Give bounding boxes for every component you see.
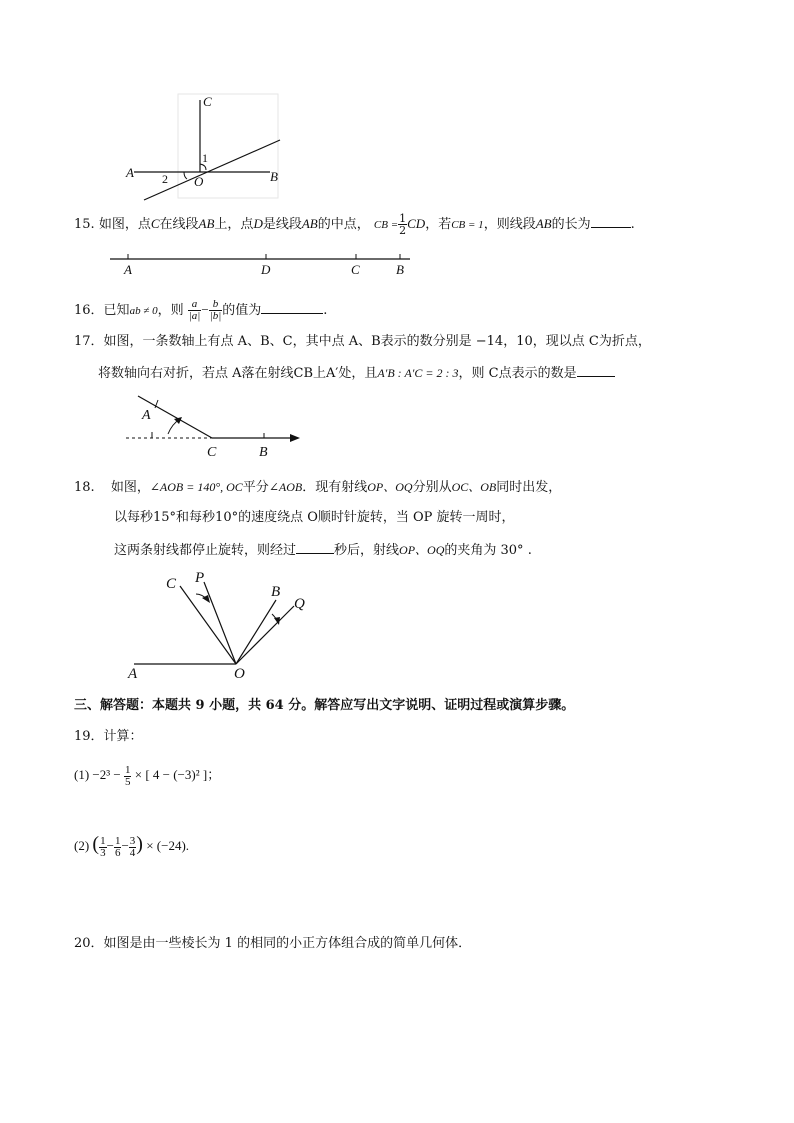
- label-c: C: [203, 94, 212, 109]
- q16-f1-den: |a|: [188, 310, 201, 322]
- q17-line2b: ，则 C点表示的数是: [458, 366, 577, 381]
- figure-17-number-line: [124, 392, 306, 462]
- q19-p2-f3n: 3: [129, 834, 136, 847]
- q15-answer-blank[interactable]: [591, 215, 631, 228]
- q17-ratio: A′B : A′C = 2 : 3: [377, 366, 459, 380]
- q15-text7: ，则线段: [483, 217, 536, 232]
- q19-p2-label: (2): [74, 838, 90, 853]
- q15-text2: 在线段: [159, 217, 199, 232]
- q18-angle: ∠AOB: [268, 480, 303, 494]
- question-15: [74, 213, 635, 236]
- q19-p2-open: (: [92, 833, 100, 855]
- q18-answer-blank[interactable]: [296, 541, 334, 554]
- q15-text3: 上，点: [214, 217, 254, 232]
- section-3-title: 三、解答题：本题共 9 小题，共 64 分。解答应写出文字说明、证明过程或演算步骤。: [74, 698, 575, 713]
- question-18-line3: [114, 541, 532, 559]
- seg-label-c: C: [351, 262, 360, 277]
- label-angle-1: 1: [202, 151, 208, 165]
- figure-14-angle: [120, 92, 290, 202]
- ray-op: [204, 582, 236, 664]
- q16-fraction-a: [188, 299, 202, 322]
- label-a: A: [142, 408, 151, 423]
- q17-line1-text: 如图，一条数轴上有点 A、B、C，其中点 A、B表示的数分别是 −14，10，现以点 C为折点，: [103, 334, 651, 349]
- q19-p2-f1d: 3: [100, 846, 106, 859]
- q16-text2: ，则: [157, 303, 184, 318]
- q18-line1e: 同时出发，: [496, 480, 562, 495]
- q19-p2-f1: [99, 836, 107, 859]
- q15-text6: ，若: [425, 217, 452, 232]
- q19-p2-end: .: [185, 838, 190, 853]
- slant-line: [144, 140, 280, 200]
- q15-number: 15.: [74, 217, 95, 232]
- q15-eq-lhs: CB =: [373, 219, 399, 231]
- q15-text1: 如图，点: [98, 217, 151, 232]
- q19-p2-tail: × (−24): [146, 838, 186, 853]
- q18-end: .: [527, 543, 532, 558]
- label-p: P: [195, 570, 205, 586]
- q19-p1-end: ；: [207, 767, 221, 782]
- seg-label-a: A: [124, 262, 132, 277]
- q15-c: C: [150, 216, 160, 231]
- label-a: A: [128, 666, 138, 680]
- ray-oq: [236, 606, 294, 664]
- label-a: A: [126, 165, 134, 180]
- q19-part-1: [74, 762, 220, 788]
- q15-d: D: [253, 216, 263, 231]
- ray-ob: [236, 600, 276, 664]
- q16-f2-num: b: [209, 299, 223, 311]
- label-angle-2: 2: [162, 172, 168, 186]
- q15-end: .: [630, 217, 635, 232]
- q17-answer-blank[interactable]: [577, 364, 615, 377]
- q19-p2-f3d: 4: [129, 846, 136, 859]
- label-o: O: [234, 666, 245, 680]
- q15-text4: 是线段: [262, 217, 302, 232]
- angle-2-arc: [184, 172, 187, 179]
- q16-number: 16．: [74, 303, 104, 318]
- q18-line1a: 如图，: [110, 480, 150, 495]
- q19-p2-close: ): [136, 833, 143, 855]
- label-q: Q: [294, 596, 305, 612]
- q15-ab: AB: [198, 216, 215, 231]
- q16-text3: 的值为: [222, 303, 262, 318]
- q19-p2-m2: −: [121, 838, 129, 853]
- q17-number: 17．: [74, 334, 104, 349]
- q15-text5: 的中点，: [317, 217, 370, 232]
- q18-line3c: 的夹角为 30°: [444, 543, 524, 558]
- q19-p1-b: × [ 4 − (−3)² ]: [134, 767, 208, 782]
- q19-p2-m1: −: [106, 838, 114, 853]
- figure-15-segment: [108, 250, 418, 280]
- question-17-line2: [98, 364, 615, 382]
- label-c: C: [207, 445, 217, 460]
- q15-cond: CB = 1: [451, 219, 484, 231]
- q16-f1-num: a: [188, 299, 202, 311]
- label-c: C: [166, 576, 177, 592]
- q16-cond: ab ≠ 0: [129, 305, 158, 317]
- q16-fraction-b: [209, 299, 223, 322]
- question-17-line1: [74, 334, 651, 350]
- q18-op2: OP、OQ: [399, 543, 445, 557]
- seg-label-d: D: [261, 262, 271, 277]
- q19-p1-fraction: [124, 765, 132, 788]
- figure-18-rays: [124, 566, 324, 680]
- q15-text8: 的长为: [551, 217, 591, 232]
- q16-end: .: [323, 303, 328, 318]
- q16-f2-den: |b|: [209, 310, 222, 322]
- q18-line3a: 这两条射线都停止旋转，则经过: [114, 543, 297, 558]
- q18-line1c: ．现有射线: [302, 480, 368, 495]
- q15-ab3: AB: [535, 216, 552, 231]
- number-line-arrow: [290, 434, 300, 442]
- label-b: B: [270, 169, 278, 184]
- label-b: B: [271, 584, 281, 600]
- q19-part-2: [74, 831, 189, 859]
- q18-number: 18.: [74, 480, 95, 495]
- q17-line2a: 将数轴向右对折，若点 A落在射线CB上A′处，且: [98, 366, 378, 381]
- q18-line1d: 分别从: [412, 480, 452, 495]
- q19-p1-fd: 5: [124, 775, 131, 788]
- q19-p2-f2n: 1: [114, 834, 121, 847]
- q16-answer-blank[interactable]: [261, 301, 323, 314]
- label-b: B: [259, 445, 268, 460]
- q18-line1b: 平分: [242, 480, 269, 495]
- q16-text1: 已知: [103, 303, 130, 318]
- q19-p1-fn: 1: [124, 763, 131, 776]
- seg-label-b: B: [396, 262, 404, 277]
- q15-fraction: [398, 213, 407, 236]
- q19-p2-f2d: 6: [114, 846, 121, 859]
- q15-frac-num: 1: [399, 212, 407, 225]
- label-o: O: [194, 174, 204, 189]
- question-20: 20．如图是由一些棱长为 1 的相同的小正方体组合成的简单几何体．: [74, 936, 472, 951]
- q16-minus: −: [201, 302, 209, 317]
- q18-eq: ∠AOB = 140°, OC: [149, 480, 243, 494]
- question-18-line1: [74, 479, 561, 496]
- figure-frame: [178, 94, 278, 198]
- question-18-line2: 以每秒15°和每秒10°的速度绕点 O顺时针旋转，当 OP 旋转一周时，: [114, 510, 515, 525]
- q15-ab2: AB: [301, 216, 318, 231]
- q15-eq-rhs: CD: [407, 216, 426, 231]
- q19-p1-label: (1): [74, 767, 90, 782]
- q19-p1-a: −2³ −: [92, 767, 121, 782]
- question-16: [74, 296, 327, 325]
- q18-op: OP、OQ: [367, 480, 413, 494]
- q15-frac-den: 2: [399, 224, 407, 237]
- q19-p2-f1n: 1: [100, 834, 106, 847]
- question-19-title: 19．计算：: [74, 729, 143, 744]
- q18-line3b: 秒后，射线: [334, 543, 400, 558]
- q18-oc: OC、OB: [451, 480, 497, 494]
